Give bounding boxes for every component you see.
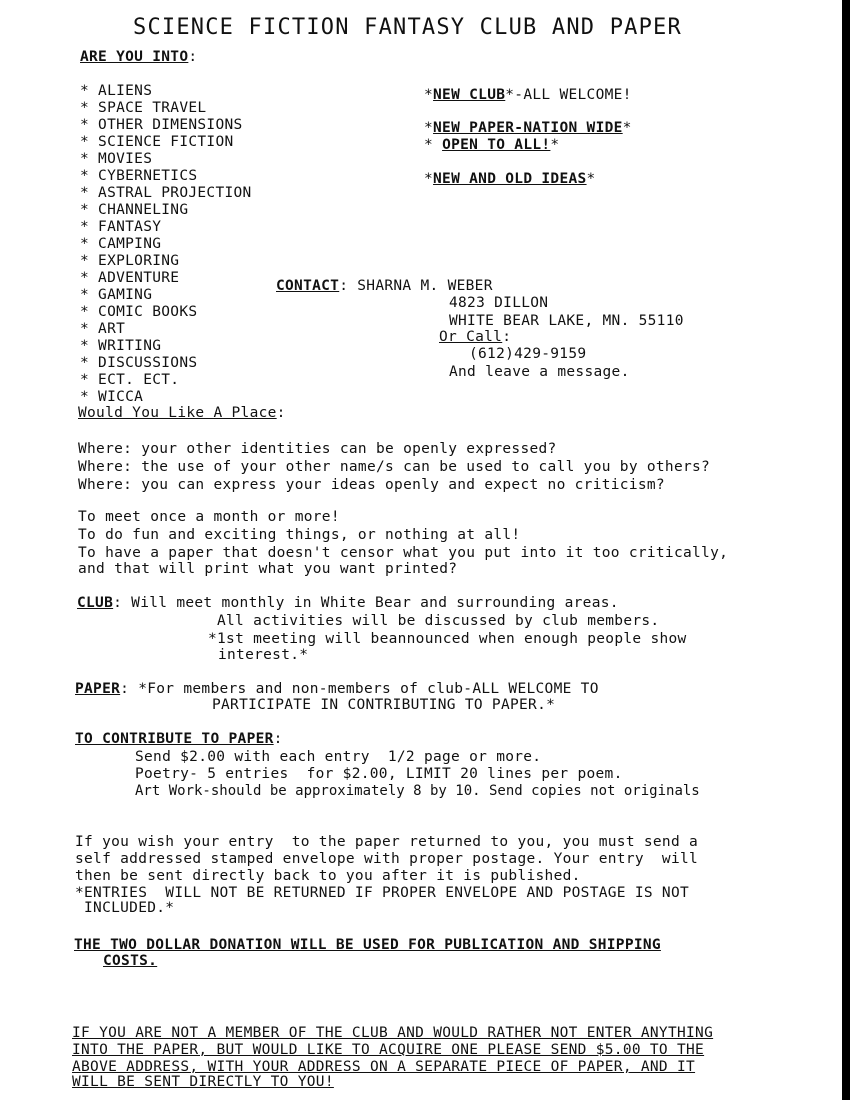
list-item: * CHANNELING: [80, 202, 189, 218]
open-label: OPEN TO ALL!: [442, 137, 551, 153]
contribute-colon: :: [273, 731, 283, 747]
new-paper-suffix: *: [622, 120, 632, 136]
place-line-1: Where: your other identities can be openly expressed?: [78, 441, 557, 457]
return-line-4: *ENTRIES WILL NOT BE RETURNED IF PROPER ENVELOPE AND POSTAGE IS NOT: [75, 885, 690, 901]
contribute-line-2: Poetry- 5 entries for $2.00, LIMIT 20 lines per poem.: [135, 766, 623, 782]
contact-street: 4823 DILLON: [449, 295, 549, 311]
paper-label: PAPER: [75, 681, 121, 697]
list-item: * SPACE TRAVEL: [80, 100, 207, 116]
paper-text: : *For members and non-members of club-ALL WELCOME TO: [120, 681, 599, 697]
or-call-colon: :: [502, 329, 512, 345]
list-item: * ART: [80, 321, 126, 337]
list-item: * MOVIES: [80, 151, 153, 167]
open-to-all-line: [424, 138, 559, 153]
ideas-prefix: *: [424, 171, 434, 187]
club-text: : Will meet monthly in White Bear and surrounding areas.: [113, 595, 619, 611]
place-heading-label: Would You Like A Place: [78, 405, 277, 421]
meet-line-1: To meet once a month or more!: [78, 509, 340, 525]
or-call-label: Or Call: [439, 329, 503, 345]
new-club-prefix: *: [424, 87, 434, 103]
list-item: * GAMING: [80, 287, 153, 303]
paper-line-2: PARTICIPATE IN CONTRIBUTING TO PAPER.*: [212, 697, 556, 713]
list-item: * ADVENTURE: [80, 270, 180, 286]
list-item: * FANTASY: [80, 219, 162, 235]
nonmember-line-1: IF YOU ARE NOT A MEMBER OF THE CLUB AND WOULD RATHER NOT ENTER ANYTHING: [72, 1025, 714, 1041]
ideas-label: NEW AND OLD IDEAS: [433, 171, 587, 187]
list-item: * CAMPING: [80, 236, 162, 252]
new-club-line: [424, 88, 632, 103]
contact-line: [276, 279, 493, 294]
place-line-2: Where: the use of your other name/s can be used to call you by others?: [78, 459, 711, 475]
paper-line-1: [75, 682, 599, 697]
new-paper-prefix: *: [424, 120, 434, 136]
contribute-line-3: Art Work-should be approximately 8 by 10. Send copies not originals: [135, 783, 700, 799]
contact-colon: :: [339, 278, 349, 294]
contact-label: CONTACT: [276, 278, 340, 294]
nonmember-line-4: WILL BE SENT DIRECTLY TO YOU!: [72, 1074, 334, 1090]
list-item: * WICCA: [80, 389, 144, 405]
list-item: * ALIENS: [80, 83, 153, 99]
new-old-ideas-line: [424, 172, 596, 187]
place-line-3: Where: you can express your ideas openly and expect no criticism?: [78, 477, 665, 493]
meet-line-3: To have a paper that doesn't censor what you put into it too critically,: [78, 545, 729, 561]
list-item: * COMIC BOOKS: [80, 304, 198, 320]
list-item: * DISCUSSIONS: [80, 355, 198, 371]
nonmember-line-2: INTO THE PAPER, BUT WOULD LIKE TO ACQUIRE ONE PLEASE SEND $5.00 TO THE: [72, 1042, 705, 1058]
return-line-5: INCLUDED.*: [75, 900, 175, 916]
club-line-3: *1st meeting will beannounced when enough people show: [208, 631, 687, 647]
new-paper-label: NEW PAPER-NATION WIDE: [433, 120, 623, 136]
scan-noise: [842, 880, 846, 960]
meet-line-2: To do fun and exciting things, or nothing at all!: [78, 527, 521, 543]
donation-line-1: THE TWO DOLLAR DONATION WILL BE USED FOR PUBLICATION AND SHIPPING: [74, 937, 661, 953]
open-suffix: *: [550, 137, 560, 153]
page-title: SCIENCE FICTION FANTASY CLUB AND PAPER: [133, 15, 682, 40]
contact-name: SHARNA M. WEBER: [357, 278, 493, 294]
list-item: * SCIENCE FICTION: [80, 134, 234, 150]
contribute-heading: [75, 732, 283, 747]
club-line-2: All activities will be discussed by club members.: [217, 613, 660, 629]
interests-list: [80, 83, 252, 405]
nonmember-line-3: ABOVE ADDRESS, WITH YOUR ADDRESS ON A SEPARATE PIECE OF PAPER, AND IT: [72, 1059, 696, 1075]
are-you-into-colon: :: [188, 49, 198, 65]
list-item: * OTHER DIMENSIONS: [80, 117, 243, 133]
return-line-2: self addressed stamped envelope with proper postage. Your entry will: [75, 851, 699, 867]
or-call-line: [439, 330, 511, 345]
ideas-suffix: *: [586, 171, 596, 187]
are-you-into-heading: [80, 50, 197, 65]
meet-line-4: and that will print what you want printed?: [78, 561, 458, 577]
list-item: * ECT. ECT.: [80, 372, 180, 388]
contact-phone: (612)429-9159: [469, 346, 587, 362]
return-line-3: then be sent directly back to you after it is published.: [75, 868, 581, 884]
contribute-line-1: Send $2.00 with each entry 1/2 page or more.: [135, 749, 542, 765]
contribute-label: TO CONTRIBUTE TO PAPER: [75, 731, 274, 747]
place-heading-colon: :: [276, 405, 286, 421]
club-line-1: [77, 596, 619, 611]
new-club-suffix: *-ALL WELCOME!: [505, 87, 632, 103]
donation-line-2: COSTS.: [103, 953, 158, 969]
list-item: * ASTRAL PROJECTION: [80, 185, 252, 201]
contact-message: And leave a message.: [449, 364, 630, 380]
contact-city: WHITE BEAR LAKE, MN. 55110: [449, 313, 684, 329]
are-you-into-label: ARE YOU INTO: [80, 49, 189, 65]
list-item: * CYBERNETICS: [80, 168, 198, 184]
new-paper-line: [424, 121, 632, 136]
new-club-label: NEW CLUB: [433, 87, 506, 103]
club-line-4: interest.*: [218, 647, 309, 663]
list-item: * EXPLORING: [80, 253, 180, 269]
place-heading: [78, 406, 286, 421]
club-label: CLUB: [77, 595, 114, 611]
return-line-1: If you wish your entry to the paper returned to you, you must send a: [75, 834, 699, 850]
open-prefix: *: [424, 137, 443, 153]
list-item: * WRITING: [80, 338, 162, 354]
